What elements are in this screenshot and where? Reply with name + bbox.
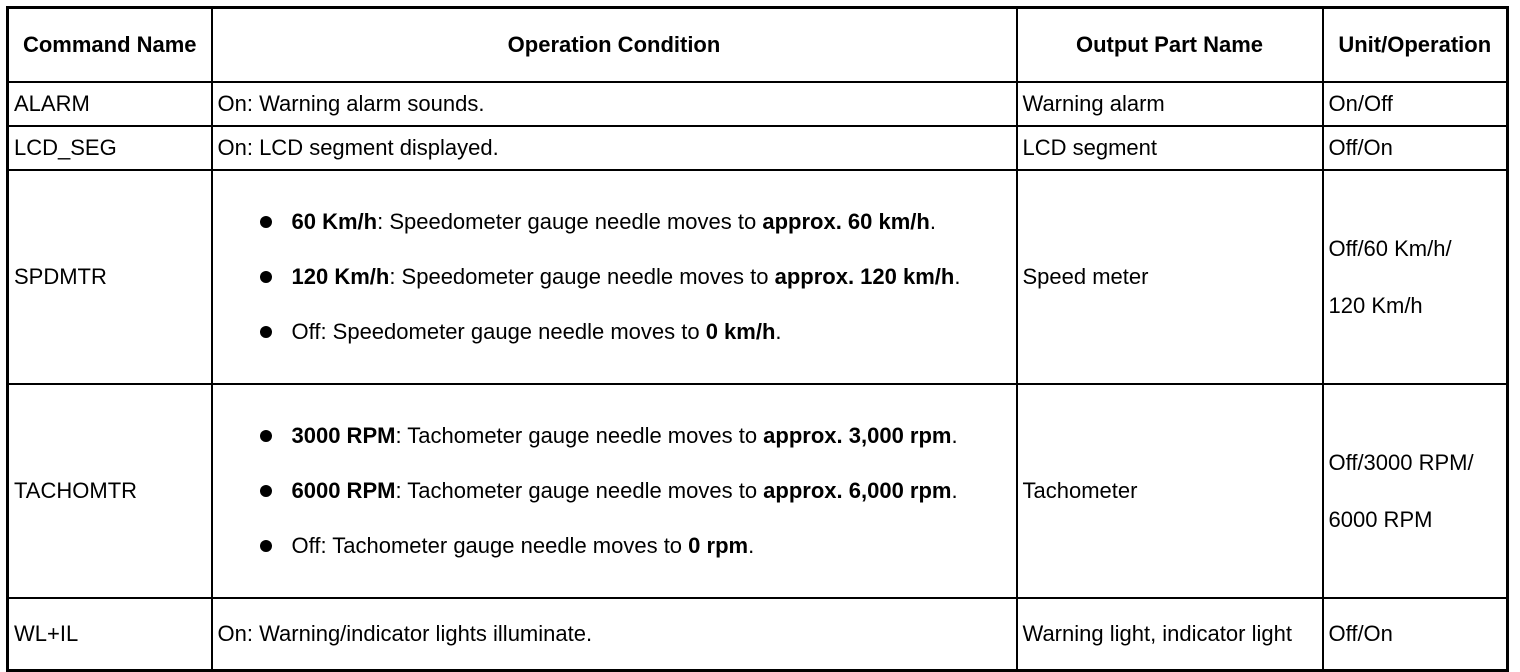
table-row <box>8 598 1508 671</box>
command-table <box>6 6 1509 672</box>
bullet-text: Off: Speedometer gauge needle moves to <box>291 319 706 344</box>
header-operation-condition: Operation Condition <box>212 8 1017 83</box>
bullet-list <box>218 421 1011 561</box>
table-row <box>8 170 1508 384</box>
command-cell: LCD_SEG <box>8 126 212 170</box>
bullet-dot-icon <box>260 216 272 228</box>
bullet-dot-icon <box>260 271 272 283</box>
bullet-bold-value: approx. 120 km/h <box>774 264 955 289</box>
output-cell: LCD segment <box>1017 126 1323 170</box>
table-row <box>8 82 1508 126</box>
command-cell: TACHOMTR <box>8 384 212 598</box>
bullet-dot-icon <box>260 540 272 552</box>
bullet-bold-value: 0 rpm <box>688 533 749 558</box>
unit-line: Off/60 Km/h/ <box>1328 235 1452 261</box>
output-cell: Warning alarm <box>1017 82 1323 126</box>
command-cell: WL+IL <box>8 598 212 671</box>
bullet-item <box>260 317 1011 347</box>
bullet-item <box>260 531 1011 561</box>
bullet-item <box>260 476 1011 506</box>
bullet-text: : Tachometer gauge needle moves to <box>395 478 764 503</box>
table-row <box>8 126 1508 170</box>
bullet-list <box>218 207 1011 347</box>
unit-line: 6000 RPM <box>1328 506 1433 532</box>
unit-cell: On/Off <box>1323 82 1508 126</box>
bullet-end: . <box>951 478 958 503</box>
unit-line: Off/3000 RPM/ <box>1328 449 1474 475</box>
bullet-end: . <box>929 209 936 234</box>
bullet-item <box>260 421 1011 451</box>
unit-line: 120 Km/h <box>1328 292 1423 318</box>
bullet-bold-value: approx. 6,000 rpm <box>763 478 952 503</box>
bullet-item <box>260 262 1011 292</box>
bullet-end: . <box>951 423 958 448</box>
bullet-text: : Speedometer gauge needle moves to <box>377 209 763 234</box>
bullet-end: . <box>748 533 755 558</box>
command-cell: ALARM <box>8 82 212 126</box>
output-cell: Speed meter <box>1017 170 1323 384</box>
header-output-part-name: Output Part Name <box>1017 8 1323 83</box>
condition-cell <box>212 384 1017 598</box>
header-command-name: Command Name <box>8 8 212 83</box>
bullet-item <box>260 207 1011 237</box>
bullet-end: . <box>775 319 782 344</box>
bullet-text: Off: Tachometer gauge needle moves to <box>291 533 689 558</box>
table-row <box>8 384 1508 598</box>
bullet-dot-icon <box>260 485 272 497</box>
condition-cell: On: Warning/indicator lights illuminate. <box>212 598 1017 671</box>
bullet-bold-label: 6000 RPM <box>291 478 396 503</box>
bullet-text: : Speedometer gauge needle moves to <box>389 264 775 289</box>
bullet-end: . <box>954 264 961 289</box>
condition-cell: On: LCD segment displayed. <box>212 126 1017 170</box>
bullet-bold-label: 3000 RPM <box>291 423 396 448</box>
condition-cell <box>212 170 1017 384</box>
output-cell: Tachometer <box>1017 384 1323 598</box>
condition-cell: On: Warning alarm sounds. <box>212 82 1017 126</box>
bullet-dot-icon <box>260 430 272 442</box>
header-row <box>8 8 1508 83</box>
bullet-bold-value: approx. 60 km/h <box>762 209 930 234</box>
bullet-bold-value: approx. 3,000 rpm <box>763 423 952 448</box>
unit-cell: Off/On <box>1323 126 1508 170</box>
bullet-text: : Tachometer gauge needle moves to <box>395 423 764 448</box>
output-cell: Warning light, indicator light <box>1017 598 1323 671</box>
unit-cell <box>1323 384 1508 598</box>
unit-cell: Off/On <box>1323 598 1508 671</box>
bullet-bold-label: 120 Km/h <box>291 264 390 289</box>
bullet-bold-label: 60 Km/h <box>291 209 378 234</box>
bullet-bold-value: 0 km/h <box>705 319 776 344</box>
bullet-dot-icon <box>260 326 272 338</box>
unit-cell <box>1323 170 1508 384</box>
header-unit-operation: Unit/Operation <box>1323 8 1508 83</box>
command-cell: SPDMTR <box>8 170 212 384</box>
